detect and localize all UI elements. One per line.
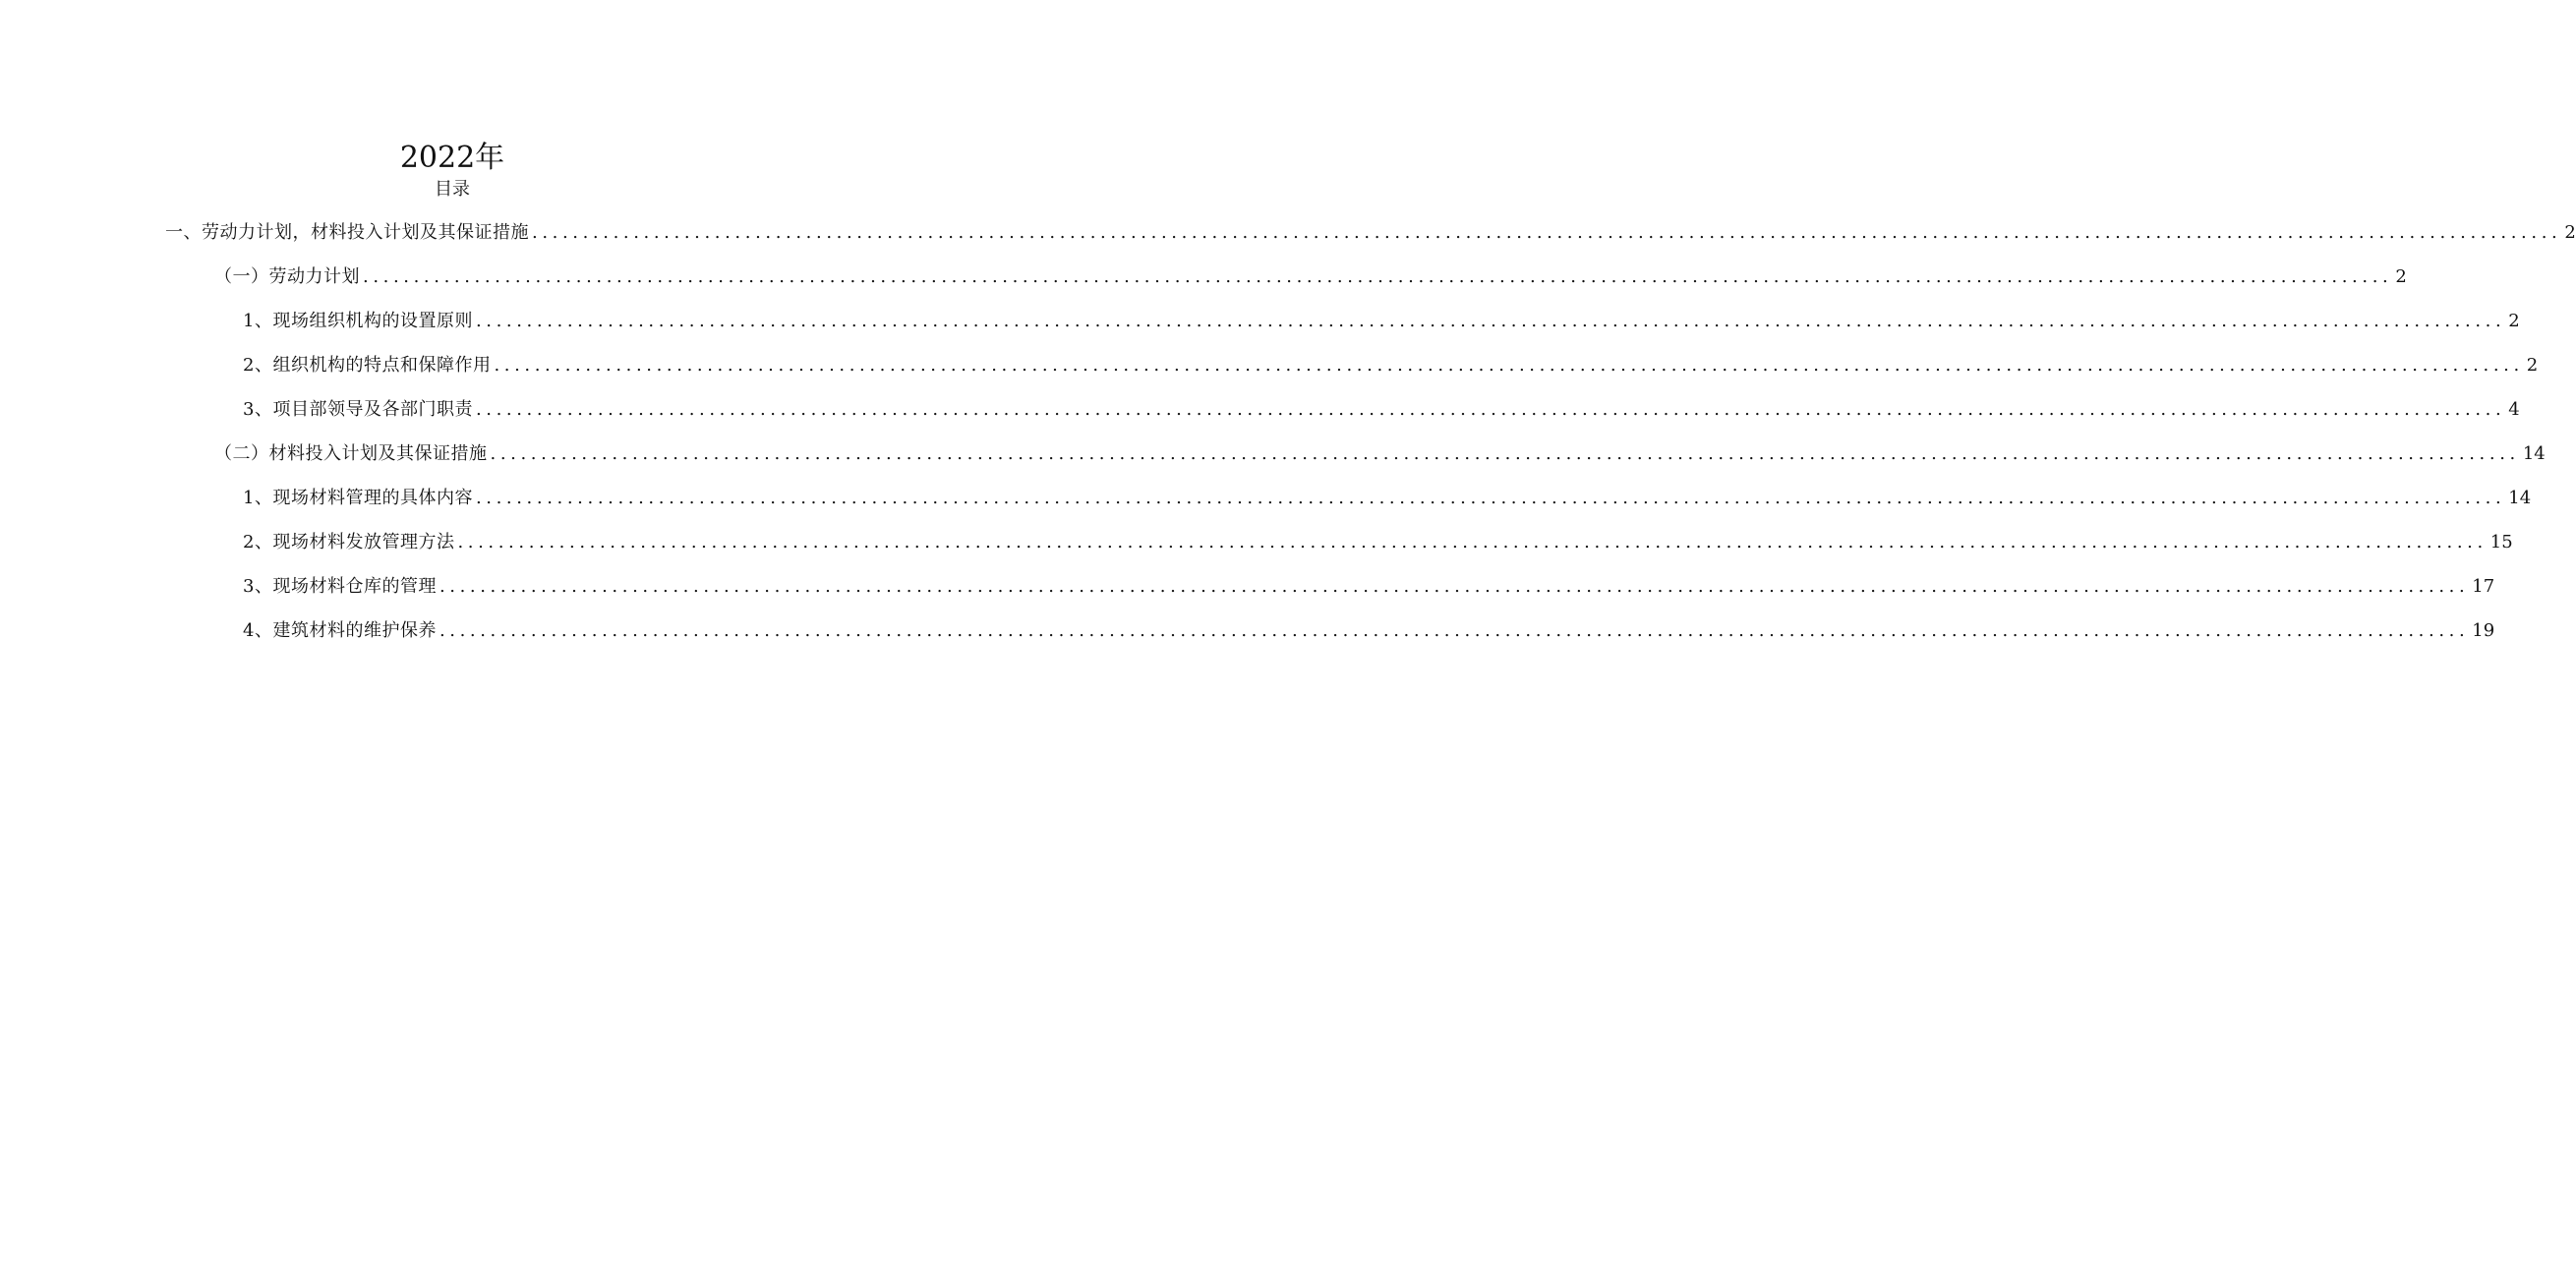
toc-leader-dots: ........................................................................................................................................................................................................ <box>439 620 2470 641</box>
toc-entry[interactable] <box>214 264 2407 290</box>
toc-leader-dots: ........................................................................................................................................................................................................ <box>532 222 2562 243</box>
toc-entry[interactable] <box>243 486 2532 511</box>
toc-entry[interactable] <box>243 618 2495 644</box>
toc-entry[interactable] <box>243 574 2495 600</box>
toc-entry[interactable] <box>243 309 2520 334</box>
toc-page-number: 2 <box>2526 355 2539 376</box>
toc-heading: 目录 <box>435 179 470 200</box>
toc-entry-label: 一、劳动力计划，材料投入计划及其保证措施 <box>165 222 529 243</box>
toc-entry-label: （一）劳动力计划 <box>214 266 360 287</box>
toc-page-number: 14 <box>2508 488 2532 508</box>
toc-leader-dots: ........................................................................................................................................................................................................ <box>475 488 2506 508</box>
toc-leader-dots: ........................................................................................................................................................................................................ <box>475 399 2506 420</box>
toc-entry[interactable] <box>165 220 2576 246</box>
toc-entry-label: 4、建筑材料的维护保养 <box>243 620 437 641</box>
toc-page-number: 4 <box>2508 399 2520 420</box>
toc-entry[interactable] <box>243 353 2539 378</box>
toc-entry-label: 1、现场组织机构的设置原则 <box>243 311 473 331</box>
toc-entry-label: 1、现场材料管理的具体内容 <box>243 488 473 508</box>
toc-page-number: 17 <box>2472 576 2495 597</box>
toc-entry-label: 3、项目部领导及各部门职责 <box>243 399 473 420</box>
toc-entry[interactable] <box>243 397 2520 423</box>
toc-page-number: 14 <box>2522 443 2546 464</box>
toc-leader-dots: ........................................................................................................................................................................................................ <box>494 355 2524 376</box>
toc-leader-dots: ........................................................................................................................................................................................................ <box>457 532 2488 552</box>
year-title: 2022年 <box>399 141 505 175</box>
toc-entry-label: 2、组织机构的特点和保障作用 <box>243 355 492 376</box>
toc-leader-dots: ........................................................................................................................................................................................................ <box>363 266 2393 287</box>
toc-page-number: 2 <box>2395 266 2407 287</box>
toc-leader-dots: ........................................................................................................................................................................................................ <box>439 576 2470 597</box>
toc-entry-label: 3、现场材料仓库的管理 <box>243 576 437 597</box>
toc-leader-dots: ........................................................................................................................................................................................................ <box>475 311 2506 331</box>
toc-entry[interactable] <box>214 441 2546 467</box>
toc-page-number: 19 <box>2472 620 2495 641</box>
toc-page-number: 15 <box>2489 532 2513 552</box>
toc-entry-label: （二）材料投入计划及其保证措施 <box>214 443 488 464</box>
toc-page-number: 2 <box>2564 222 2576 243</box>
toc-entry-label: 2、现场材料发放管理方法 <box>243 532 455 552</box>
toc-page-number: 2 <box>2508 311 2520 331</box>
toc-leader-dots: ........................................................................................................................................................................................................ <box>490 443 2520 464</box>
toc-entry[interactable] <box>243 530 2513 555</box>
